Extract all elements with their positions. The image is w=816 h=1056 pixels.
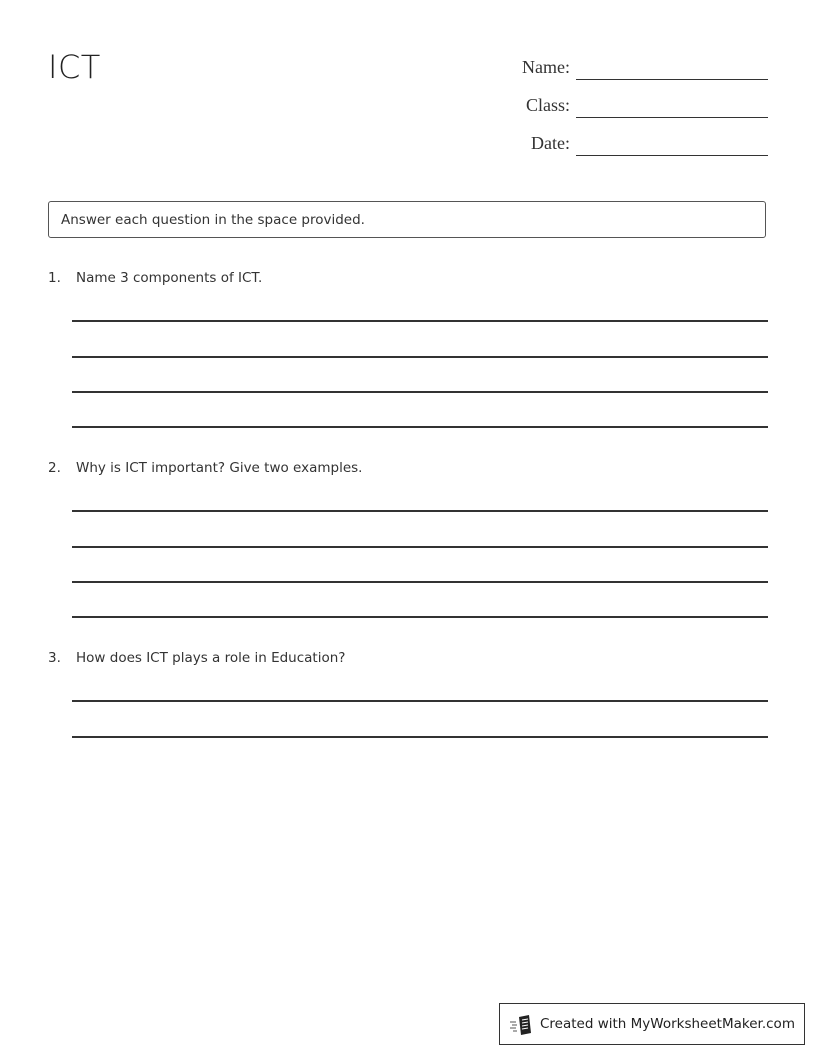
class-input-line[interactable] xyxy=(576,117,768,118)
date-input-line[interactable] xyxy=(576,155,768,156)
answer-line[interactable] xyxy=(72,616,768,618)
question-text: Why is ICT important? Give two examples. xyxy=(76,460,363,476)
class-field[interactable] xyxy=(480,88,768,118)
answer-line[interactable] xyxy=(72,581,768,583)
question-number: 3. xyxy=(48,650,61,666)
worksheet-title: ICT xyxy=(48,48,101,86)
worksheet-maker-logo-icon xyxy=(510,1014,534,1036)
name-field[interactable] xyxy=(480,50,768,80)
answer-line[interactable] xyxy=(72,546,768,548)
question-text: Name 3 components of ICT. xyxy=(76,270,263,286)
question-number: 2. xyxy=(48,460,61,476)
answer-line[interactable] xyxy=(72,391,768,393)
footer-badge[interactable] xyxy=(499,1003,805,1045)
question-text: How does ICT plays a role in Education? xyxy=(76,650,346,666)
instructions-text: Answer each question in the space provided. xyxy=(61,212,365,228)
question-number: 1. xyxy=(48,270,61,286)
name-input-line[interactable] xyxy=(576,79,768,80)
name-label: Name: xyxy=(522,57,570,77)
class-label: Class: xyxy=(525,95,570,115)
answer-line[interactable] xyxy=(72,510,768,512)
answer-line[interactable] xyxy=(72,320,768,322)
answer-line[interactable] xyxy=(72,736,768,738)
instructions-box xyxy=(48,201,766,238)
answer-line[interactable] xyxy=(72,700,768,702)
date-label: Date: xyxy=(531,133,570,153)
date-field[interactable] xyxy=(480,126,768,156)
answer-line[interactable] xyxy=(72,356,768,358)
footer-text: Created with MyWorksheetMaker.com xyxy=(540,1016,795,1032)
answer-line[interactable] xyxy=(72,426,768,428)
